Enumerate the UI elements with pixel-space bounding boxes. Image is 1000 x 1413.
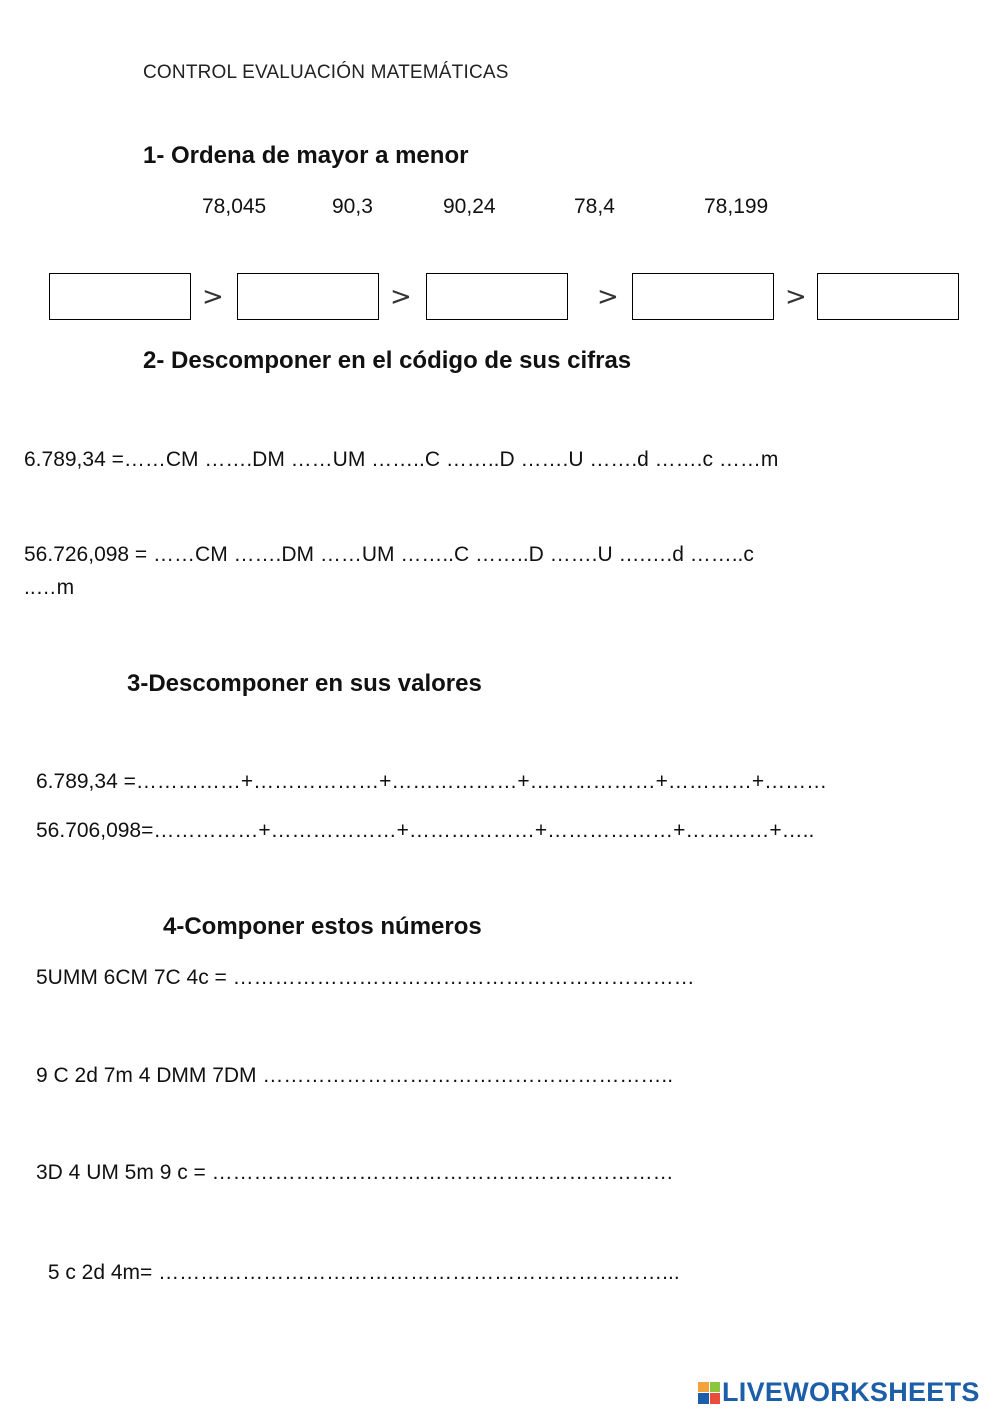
digit-code-exercise-2: 56.726,098 = ……CM …….DM ……UM ……..C ……..D …….U ….….d ……..c xyxy=(24,543,754,566)
digit-code-exercise-1: 6.789,34 =……CM …….DM ……UM ……..C ……..D …….U …….d …….c ……m xyxy=(24,448,779,471)
value-decomposition-exercise-2: 56.706,098=……………+………………+………………+………………+…………+….. xyxy=(36,819,815,842)
compose-exercise-3: 3D 4 UM 5m 9 c = ………………………………………………………… xyxy=(36,1161,674,1184)
compose-exercise-1: 5UMM 6CM 7C 4c = ………………………………………………………… xyxy=(36,966,695,989)
document-title: CONTROL EVALUACIÓN MATEMÁTICAS xyxy=(143,62,509,83)
number-to-order: 78,4 xyxy=(574,195,615,218)
section-1-title: 1- Ordena de mayor a menor xyxy=(143,142,469,169)
compose-exercise-4: 5 c 2d 4m= ………………………………………………………………... xyxy=(42,1261,680,1284)
greater-than-sign: > xyxy=(597,282,619,312)
brand-name: LIVEWORKSHEETS xyxy=(722,1377,980,1407)
number-to-order: 90,24 xyxy=(443,195,496,218)
number-to-order: 78,045 xyxy=(202,195,267,218)
greater-than-sign: > xyxy=(785,282,807,312)
order-answer-box-3[interactable] xyxy=(426,273,568,320)
value-decomposition-exercise-1: 6.789,34 =……………+………………+………………+………………+…………+……… xyxy=(36,770,828,793)
section-4-title: 4-Componer estos números xyxy=(163,913,482,940)
section-2-title: 2- Descomponer en el código de sus cifras xyxy=(143,347,632,374)
number-to-order: 78,199 xyxy=(704,195,769,218)
compose-exercise-2: 9 C 2d 7m 4 DMM 7DM ………………………………………………….. xyxy=(36,1064,674,1087)
liveworksheets-logo-icon xyxy=(698,1382,720,1404)
section-3-title: 3-Descomponer en sus valores xyxy=(127,670,482,697)
order-answer-box-1[interactable] xyxy=(49,273,191,320)
order-answer-box-5[interactable] xyxy=(817,273,959,320)
number-to-order: 90,3 xyxy=(332,195,373,218)
greater-than-sign: > xyxy=(202,282,224,312)
order-answer-box-4[interactable] xyxy=(632,273,774,320)
liveworksheets-brand xyxy=(698,1377,980,1408)
greater-than-sign: > xyxy=(390,282,412,312)
order-answer-box-2[interactable] xyxy=(237,273,379,320)
digit-code-exercise-2-continued: ..…m xyxy=(24,576,75,599)
